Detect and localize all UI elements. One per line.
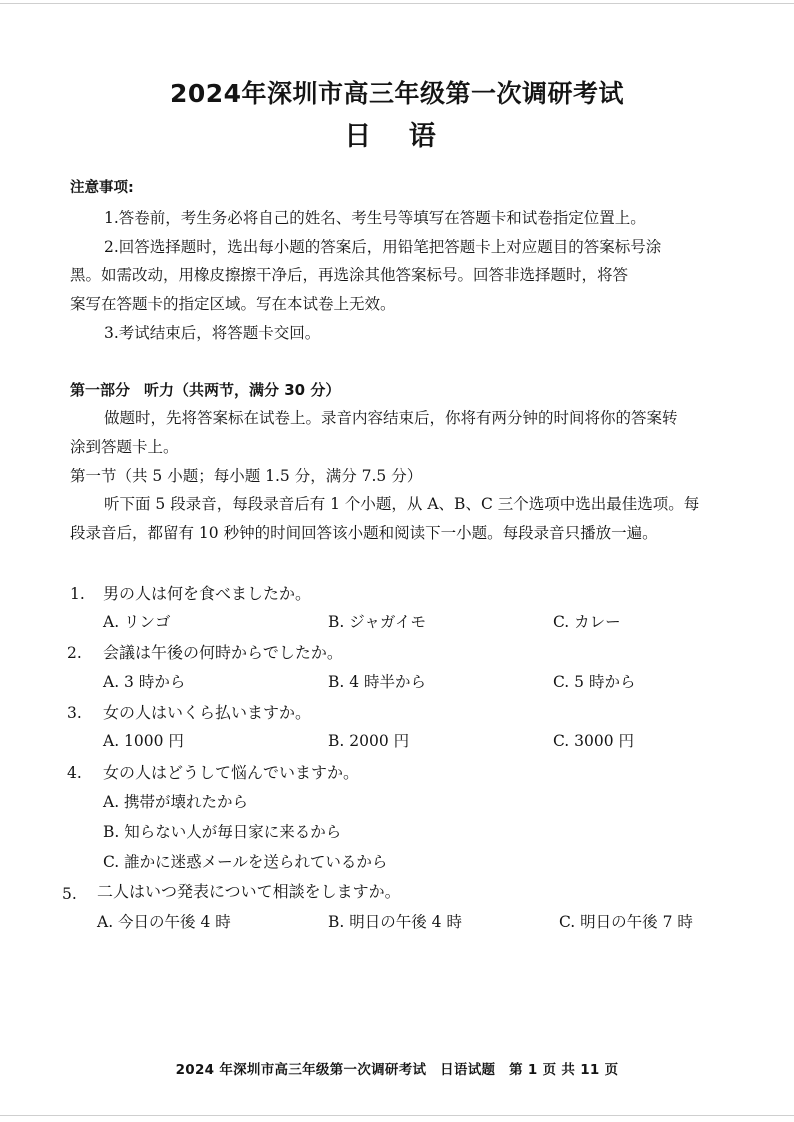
part1-instruction-2: 涂到答题卡上。 xyxy=(70,438,179,456)
question-1-option-a: A. リンゴ xyxy=(103,613,171,631)
question-text: 二人はいつ発表について相談をしますか。 xyxy=(97,882,401,901)
question-1-option-c: C. カレー xyxy=(553,613,621,631)
question-number: 3. xyxy=(67,704,82,722)
scan-edge-top xyxy=(0,3,794,4)
notice-item-2-cont2: 案写在答题卡的指定区域。写在本试卷上无效。 xyxy=(70,295,396,313)
notice-item-2: 2.回答选择题时，选出每小题的答案后，用铅笔把答题卡上对应题目的答案标号涂 xyxy=(104,238,662,256)
part1-instruction-1: 做题时，先将答案标在试卷上。录音内容结束后，你将有两分钟的时间将你的答案转 xyxy=(104,409,678,427)
notice-item-1: 1.答卷前，考生务必将自己的姓名、考生号等填写在答题卡和试卷指定位置上。 xyxy=(104,209,646,227)
question-1-option-b: B. ジャガイモ xyxy=(328,613,426,631)
question-text: 女の人はどうして悩んでいますか。 xyxy=(103,763,360,782)
question-4-option-c: C. 誰かに迷惑メールを送られているから xyxy=(103,853,388,871)
part1-heading-label: 第一部分 xyxy=(70,381,131,399)
question-4-option-b: B. 知らない人が毎日家に来るから xyxy=(103,823,342,841)
notice-label: 注意事项: xyxy=(70,180,134,196)
question-text: 女の人はいくら払いますか。 xyxy=(103,703,312,722)
part1-heading xyxy=(70,380,340,400)
notice-item-3: 3.考试结束后，将答题卡交回。 xyxy=(104,324,321,342)
question-3-option-b: B. 2000 円 xyxy=(328,732,410,750)
notice-item-2-cont: 黑。如需改动，用橡皮擦擦干净后，再选涂其他答案标号。回答非选择题时，将答 xyxy=(70,266,629,284)
question-5-option-c: C. 明日の午後 7 時 xyxy=(559,913,693,931)
exam-title: 2024年深圳市高三年级第一次调研考试 xyxy=(169,79,625,108)
question-number: 2. xyxy=(67,644,82,662)
question-text: 会議は午後の何時からでしたか。 xyxy=(103,643,343,662)
subject-title: 日 语 xyxy=(344,121,450,152)
question-2-option-b: B. 4 時半から xyxy=(328,673,427,691)
question-number: 1. xyxy=(70,585,85,603)
question-text: 男の人は何を食べましたか。 xyxy=(103,584,312,603)
question-number: 4. xyxy=(67,764,82,782)
question-5-option-b: B. 明日の午後 4 時 xyxy=(328,913,462,931)
scan-edge-bottom xyxy=(0,1115,794,1116)
section1-title: 第一节（共 5 小题；每小题 1.5 分，满分 7.5 分） xyxy=(70,467,423,485)
question-2-option-c: C. 5 時から xyxy=(553,673,636,691)
page-footer: 2024 年深圳市高三年级第一次调研考试 日语试题 第 1 页 共 11 页 xyxy=(175,1062,619,1078)
question-2-option-a: A. 3 時から xyxy=(103,673,186,691)
section1-instruction-1: 听下面 5 段录音，每段录音后有 1 个小题，从 A、B、C 三个选项中选出最佳选项。每 xyxy=(104,495,700,513)
question-3-option-c: C. 3000 円 xyxy=(553,732,635,750)
question-4-option-a: A. 携帯が壊れたから xyxy=(103,793,249,811)
section1-instruction-2: 段录音后，都留有 10 秒钟的时间回答该小题和阅读下一小题。每段录音只播放一遍。 xyxy=(70,524,658,542)
part1-heading-detail: 听力（共两节，满分 30 分） xyxy=(144,381,341,399)
question-3-option-a: A. 1000 円 xyxy=(103,732,184,750)
question-number: 5. xyxy=(62,885,77,903)
question-5-option-a: A. 今日の午後 4 時 xyxy=(97,913,231,931)
